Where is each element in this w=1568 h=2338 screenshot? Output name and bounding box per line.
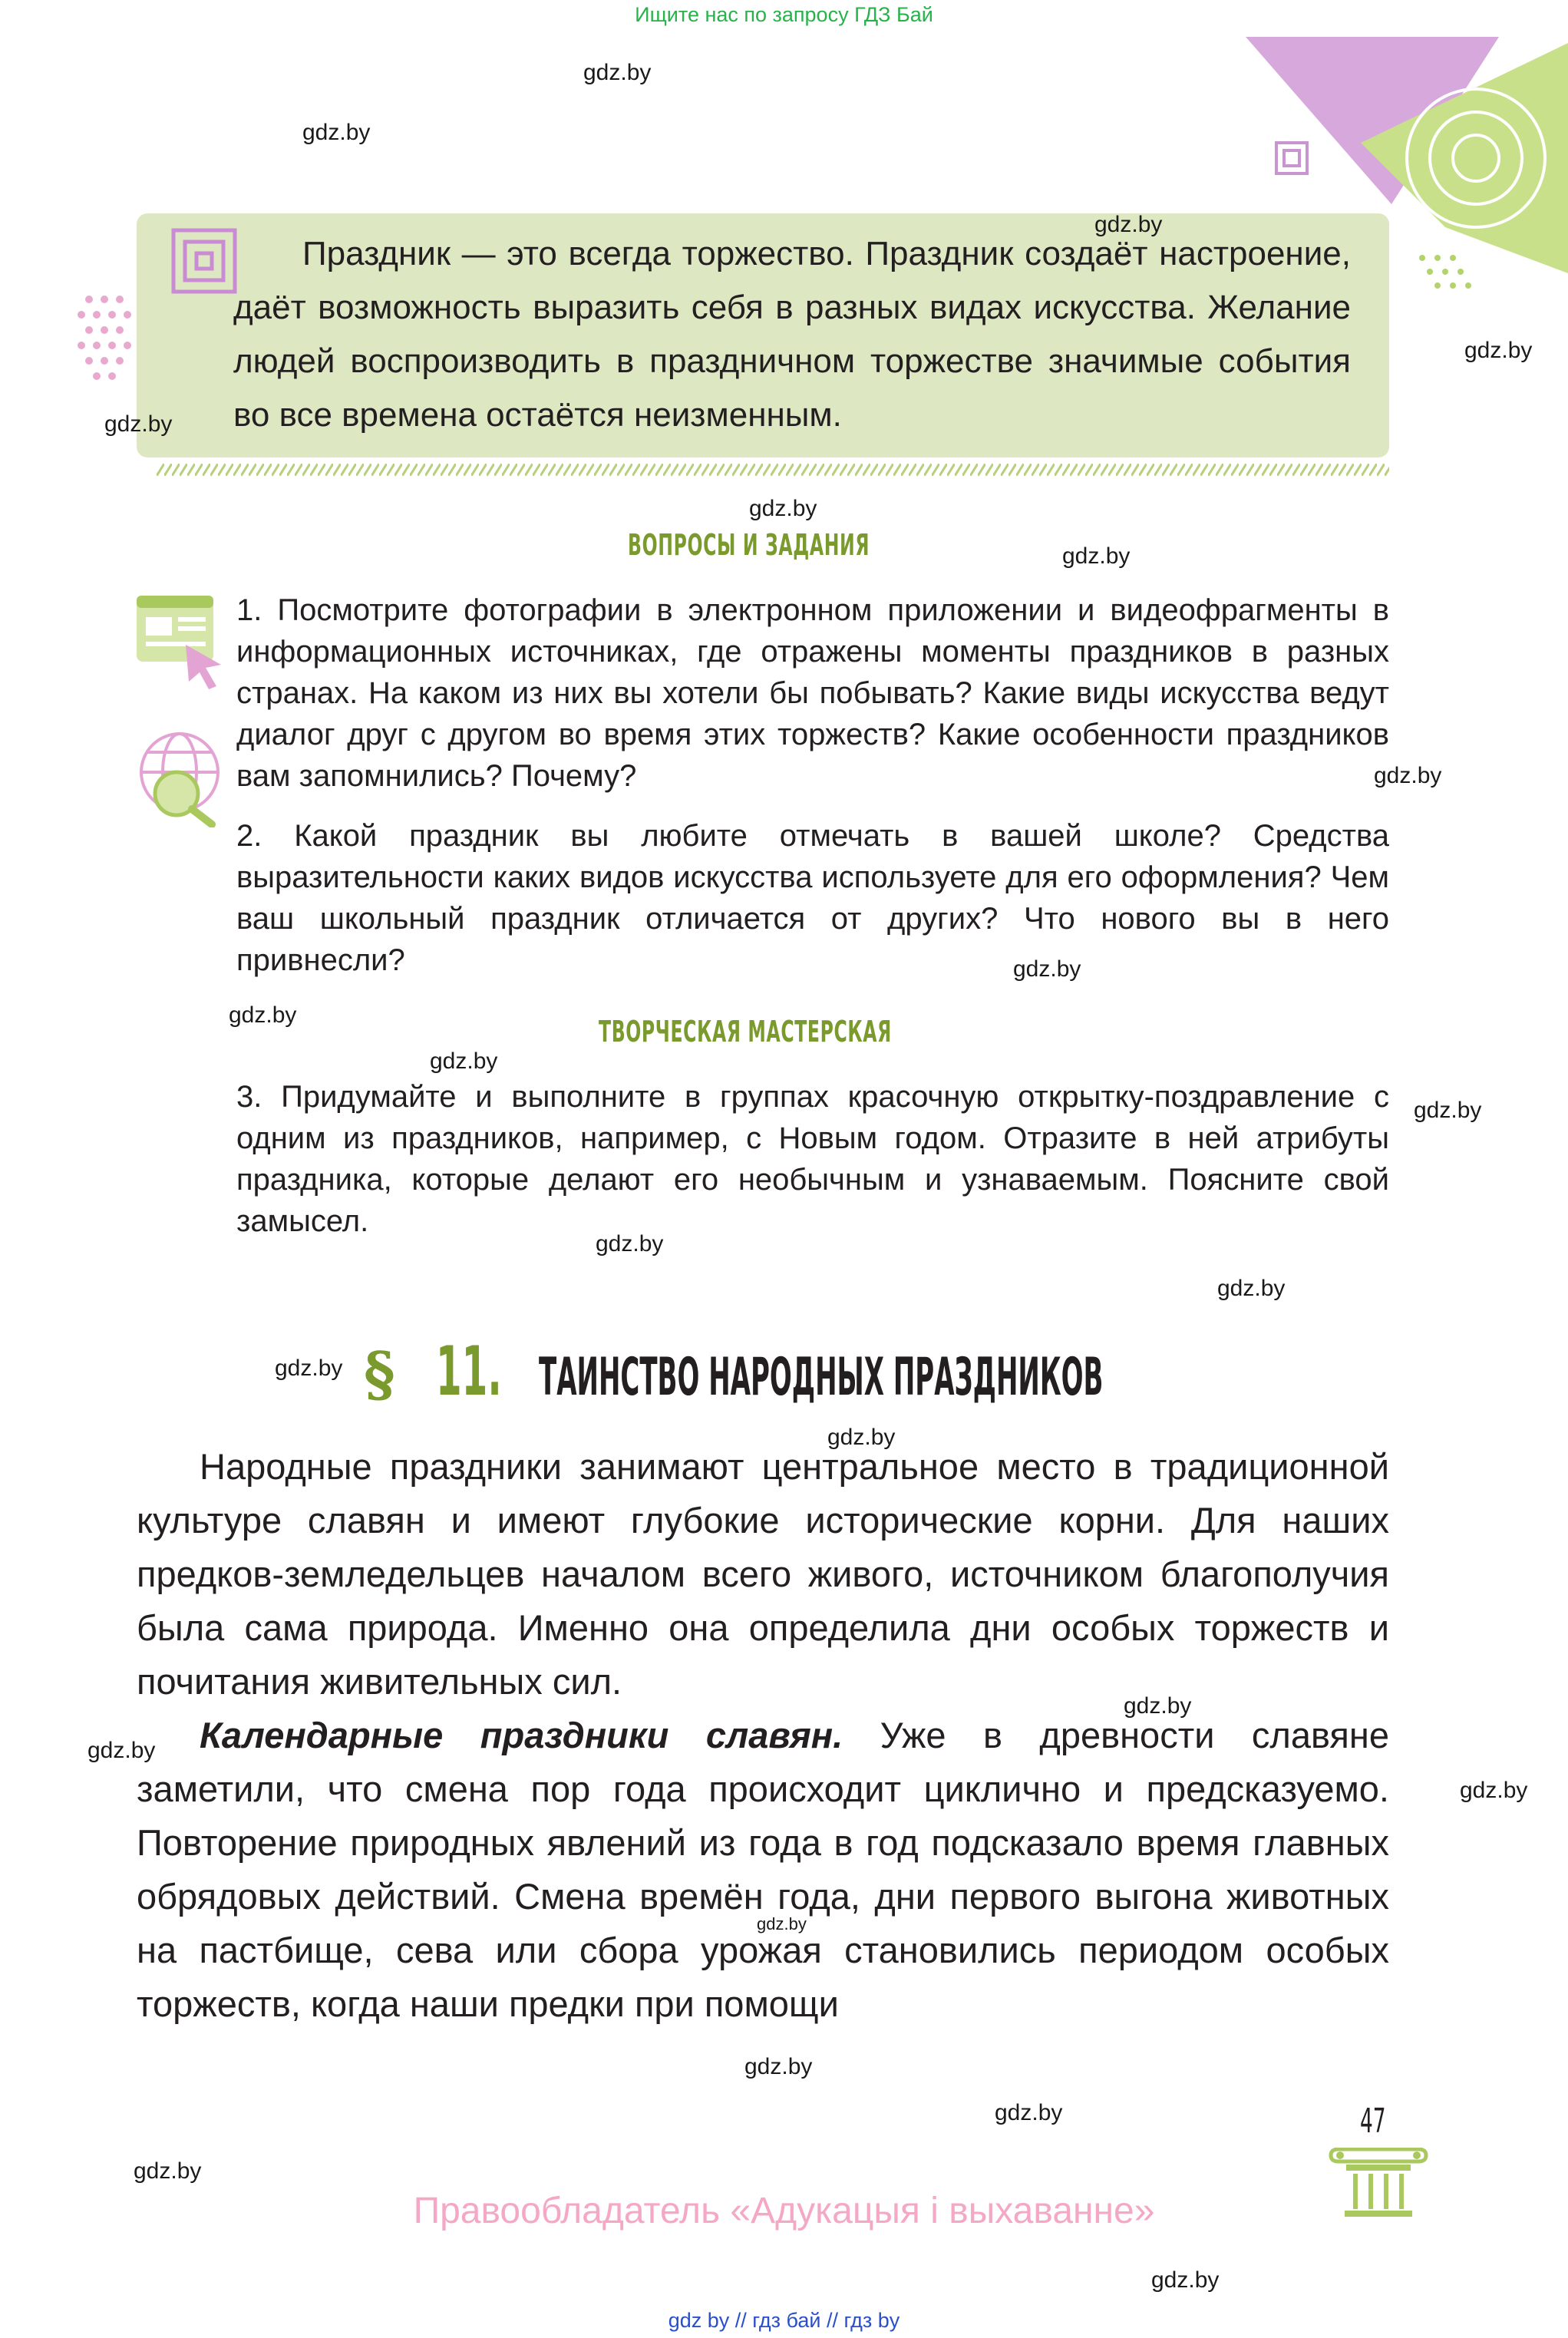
watermark: gdz.by — [757, 1914, 807, 1933]
question-2: 2. Какой праздник вы любите отмечать в вашей школе? Средства выразительности каких видов искусства используете для его оформления? Чем ваш школьный праздник отличается от других? Что нового вы в него привнесли? — [236, 819, 1389, 977]
watermark: gdz.by — [229, 1002, 297, 1028]
top-banner[interactable]: Ищите нас по запросу ГДЗ Бай — [635, 3, 933, 26]
watermark: gdz.by — [1217, 1276, 1286, 1301]
watermark: gdz.by — [1094, 212, 1163, 237]
pattern-decoration — [74, 215, 243, 430]
watermark: gdz.by — [827, 1425, 896, 1450]
watermark: gdz.by — [302, 120, 371, 145]
watermark: gdz.by — [1460, 1778, 1528, 1803]
hatched-stripe — [157, 464, 1389, 476]
watermark: gdz.by — [1124, 1693, 1192, 1719]
watermark: gdz.by — [995, 2100, 1063, 2125]
watermark: gdz.by — [430, 1048, 498, 1074]
watermark: gdz.by — [1464, 338, 1533, 363]
watermark: gdz.by — [1062, 543, 1131, 569]
intro-text: Праздник — это всегда торжество. Праздник создаёт настроение, даёт возможность выразить себя в разных видах искусства. Желание людей воспроизводить в праздничном торжестве значимые события во все времена остаётся неизменным. — [233, 235, 1351, 434]
watermark: gdz.by — [1414, 1098, 1482, 1123]
watermark: gdz.by — [134, 2158, 202, 2184]
question-1: 1. Посмотрите фотографии в электронном приложении и видеофрагменты в информационных источниках, где отражены моменты праздников в разных странах. На каком из них вы хотели бы побывать? Какие виды искусства ведут диалог друг с другом во время этих торжеств? Какие особенности праздников вам запомнились? Почему? — [236, 593, 1389, 793]
watermark: gdz.by — [275, 1356, 343, 1381]
paragraph-sign: § — [364, 1339, 395, 1409]
watermark: gdz.by — [744, 2054, 813, 2079]
calendar-lead: Календарные праздники славян. — [200, 1715, 843, 1755]
watermark: gdz.by — [1374, 763, 1442, 788]
body-paragraph-2-text: Уже в древности славяне заметили, что смена пор года происходит циклично и предсказуемо. Повторение природных явлений из года в год подсказало время главных обрядовых действий. Смена времён года, дни первого выгона животных на пастбище, сева или сбора урожая становились периодом особых торжеств, когда наши предки при помощи — [137, 1715, 1389, 2024]
globe-search-icon — [132, 728, 232, 827]
paragraph-heading: ТАИНСТВО НАРОДНЫХ ПРАЗДНИКОВ — [539, 1347, 1104, 1408]
paragraph-number: 11. — [435, 1332, 502, 1411]
paragraph-title — [364, 1332, 1568, 1411]
questions-heading: ВОПРОСЫ И ЗАДАНИЯ — [628, 528, 870, 562]
page-number: 47 — [1360, 2102, 1386, 2141]
computer-window-icon — [132, 591, 232, 691]
body-paragraph-2 — [137, 1709, 1389, 2031]
workshop-task: 3. Придумайте и выполните в группах красочную открытку-поздравление с одним из праздников, например, с Новым годом. Отразите в ней атрибуты праздника, которые делают его необычным и узнаваемым. Поясните свой замысел. — [236, 1080, 1389, 1238]
watermark: gdz.by — [1151, 2267, 1220, 2293]
watermark: gdz.by — [749, 496, 817, 521]
copyright-line: Правообладатель «Адукацыя і выхаванне» — [413, 2191, 1155, 2231]
bottom-links[interactable]: gdz by // гдз бай // гдз by — [668, 2309, 900, 2332]
watermark: gdz.by — [583, 60, 652, 85]
body-paragraph-1: Народные праздники занимают центральное место в традиционной культуре славян и имеют глубокие исторические корни. Для наших предков-земледельцев началом всего живого, источником благополучия была сама природа. Именно она определила дни особых торжеств и почитания живительных сил. — [137, 1446, 1389, 1702]
watermark: gdz.by — [596, 1231, 664, 1257]
watermark: gdz.by — [87, 1738, 156, 1763]
watermark: gdz.by — [1013, 956, 1081, 982]
workshop-heading: ТВОРЧЕСКАЯ МАСТЕРСКАЯ — [599, 1015, 892, 1048]
watermark: gdz.by — [104, 411, 173, 437]
